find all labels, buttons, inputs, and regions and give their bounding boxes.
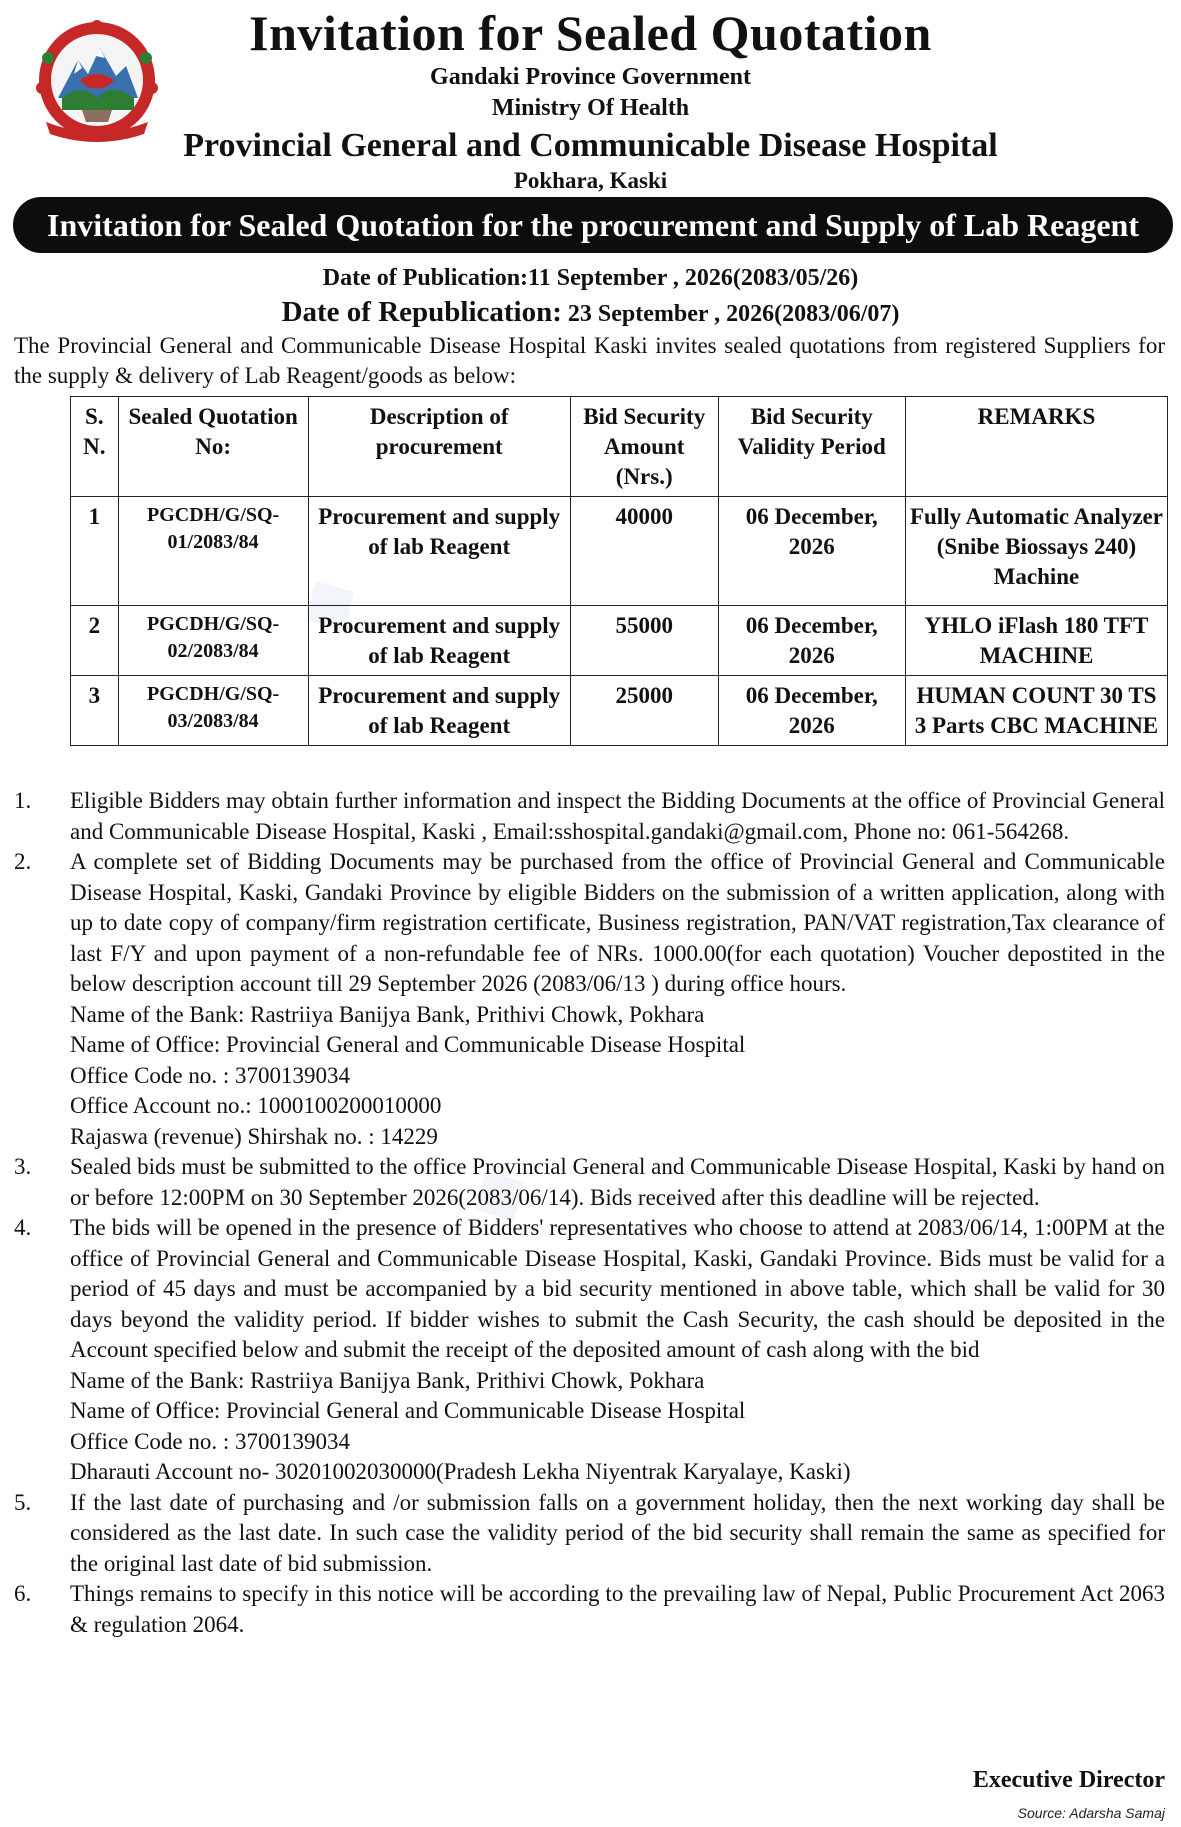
- point-number: 2.: [14, 849, 32, 874]
- point-text: Things remains to specify in this notice will be according to the prevailing law of Nepal, Public Procurement Act 2063 & regulation 2064.: [70, 1581, 1165, 1637]
- cell-quotation-no: PGCDH/G/SQ-03/2083/84: [118, 676, 308, 746]
- cell-quotation-no: PGCDH/G/SQ-02/2083/84: [118, 606, 308, 676]
- cell-amount: 40000: [570, 497, 718, 606]
- point-text: Sealed bids must be submitted to the office Provincial General and Communicable Disease Hospital, Kaski by hand on or before 12:00PM on 30 September 2026(2083/06/14). Bids received after this deadline will be rejected.: [70, 1154, 1165, 1210]
- quotation-table: [70, 396, 1168, 746]
- government-name: Gandaki Province Government: [430, 64, 751, 90]
- header-description: Description of procurement: [308, 397, 570, 497]
- header-bid-security-amount: Bid Security Amount (Nrs.): [570, 397, 718, 497]
- point-number: 3.: [14, 1154, 32, 1179]
- list-item: [14, 847, 1165, 1152]
- cell-sn: 3: [71, 676, 119, 746]
- point-text: The bids will be opened in the presence of Bidders' representatives who choose to attend at 2083/06/14, 1:00PM at the office of Provincial General and Communicable Disease Hospital, Kaski, Gandaki Province. Bids must be valid for a period of 45 days and must be accompanied by a bid security mentioned in above table, which shall be valid for 30 days beyond the validity period. If bidder wishes to submit the Cash Security, the cash should be deposited in the Account specified below and submit the receipt of the deposited amount of cash along with the bid: [70, 1215, 1165, 1362]
- point-text: If the last date of purchasing and /or submission falls on a government holiday, then the next working day shall be considered as the last date. In such case the validity period of the bid security shall remain the same as specified for the original last date of bid submission.: [70, 1489, 1165, 1576]
- point-number: 6.: [14, 1581, 32, 1606]
- office-code-line: Office Code no. : 3700139034: [70, 1062, 351, 1088]
- republication-label: Date of Republication:: [281, 296, 562, 328]
- cell-amount: 25000: [570, 676, 718, 746]
- cell-sn: 1: [71, 497, 119, 606]
- republication-value: 23 September , 2026(2083/06/07): [561, 301, 900, 327]
- cell-sn: 2: [71, 606, 119, 676]
- table-row: [71, 606, 1168, 676]
- cell-description: Procurement and supply of lab Reagent: [308, 497, 570, 606]
- list-item: [14, 786, 1165, 847]
- cell-validity: 06 December, 2026: [718, 497, 905, 606]
- point-number: 4.: [14, 1215, 32, 1240]
- point-text: A complete set of Bidding Documents may be purchased from the office of Provincial General and Communicable Disease Hospital, Kaski, Gandaki Province by eligible Bidders on the submission of a written application, along with up to date copy of company/firm registration certificate, Business registration, PAN/VAT registration,Tax clearance of last F/Y and upon payment of a non-refundable fee of NRs. 1000.00(for each quotation) Voucher depostited in the below description account till 29 September 2026 (2083/06/13 ) during office hours.: [70, 849, 1165, 996]
- cell-remarks: Fully Automatic Analyzer (Snibe Biossays 240) Machine: [905, 497, 1167, 606]
- cell-validity: 06 December, 2026: [718, 606, 905, 676]
- hospital-name: Provincial General and Communicable Disease Hospital: [183, 127, 998, 164]
- publication-date: Date of Publication:11 September , 2026(2083/05/26): [322, 265, 859, 291]
- notice-title: Invitation for Sealed Quotation: [249, 5, 932, 61]
- header-sn: S. N.: [71, 397, 119, 497]
- header-remarks: REMARKS: [905, 397, 1167, 497]
- table-row: [71, 497, 1168, 606]
- point-number: 1.: [14, 788, 32, 813]
- list-item: [14, 1488, 1165, 1580]
- bank-name-line: Name of the Bank: Rastriiya Banijya Bank, Prithivi Chowk, Pokhara: [70, 1367, 705, 1393]
- list-item: [14, 1152, 1165, 1213]
- table-row: [71, 676, 1168, 746]
- ministry-name: Ministry Of Health: [491, 95, 690, 121]
- notice-banner: Invitation for Sealed Quotation for the procurement and Supply of Lab Reagent: [13, 197, 1173, 253]
- cell-remarks: YHLO iFlash 180 TFT MACHINE: [905, 606, 1167, 676]
- watermark: ◆: [284, 553, 370, 649]
- office-name-line: Name of Office: Provincial General and Communicable Disease Hospital: [70, 1032, 746, 1057]
- intro-paragraph: The Provincial General and Communicable Disease Hospital Kaski invites sealed quotations from registered Suppliers for the supply & delivery of Lab Reagent/goods as below:: [14, 333, 1165, 388]
- cell-description: Procurement and supply of lab Reagent: [308, 676, 570, 746]
- point-number: 5.: [14, 1489, 32, 1515]
- bank-name-line: Name of the Bank: Rastriiya Banijya Bank, Prithivi Chowk, Pokhara: [70, 1001, 705, 1027]
- table-header-row: [71, 397, 1168, 497]
- signoff: Executive Director: [972, 1767, 1165, 1793]
- source-credit: Source: Adarsha Samaj: [1017, 1805, 1165, 1821]
- cell-validity: 06 December, 2026: [718, 676, 905, 746]
- list-item: [14, 1579, 1165, 1640]
- revenue-shirshak-line: Rajaswa (revenue) Shirshak no. : 14229: [70, 1123, 438, 1149]
- header-validity-period: Bid Security Validity Period: [718, 397, 905, 497]
- cell-quotation-no: PGCDH/G/SQ-01/2083/84: [118, 497, 308, 606]
- list-item: [14, 1213, 1165, 1488]
- cell-amount: 55000: [570, 606, 718, 676]
- watermark: ◆: [454, 1143, 540, 1239]
- header-quotation-no: Sealed Quotation No:: [118, 397, 308, 497]
- republication-date: [0, 296, 1181, 329]
- office-name-line: Name of Office: Provincial General and Communicable Disease Hospital: [70, 1398, 746, 1423]
- office-account-line: Office Account no.: 1000100200010000: [70, 1093, 442, 1118]
- dharauti-account-line: Dharauti Account no- 30201002030000(Pradesh Lekha Niyentrak Karyalaye, Kaski): [70, 1459, 851, 1484]
- point-text: Eligible Bidders may obtain further information and inspect the Bidding Documents at the office of Provincial General and Communicable Disease Hospital, Kaski , Email:sshospital.gandaki@gmail.com, Phone no: 061-564268.: [70, 788, 1165, 844]
- cell-remarks: HUMAN COUNT 30 TS 3 Parts CBC MACHINE: [905, 676, 1167, 746]
- hospital-location: Pokhara, Kaski: [513, 168, 668, 193]
- notice-points: [14, 786, 1165, 1640]
- office-code-line: Office Code no. : 3700139034: [70, 1428, 351, 1454]
- cell-description: Procurement and supply of lab Reagent: [308, 606, 570, 676]
